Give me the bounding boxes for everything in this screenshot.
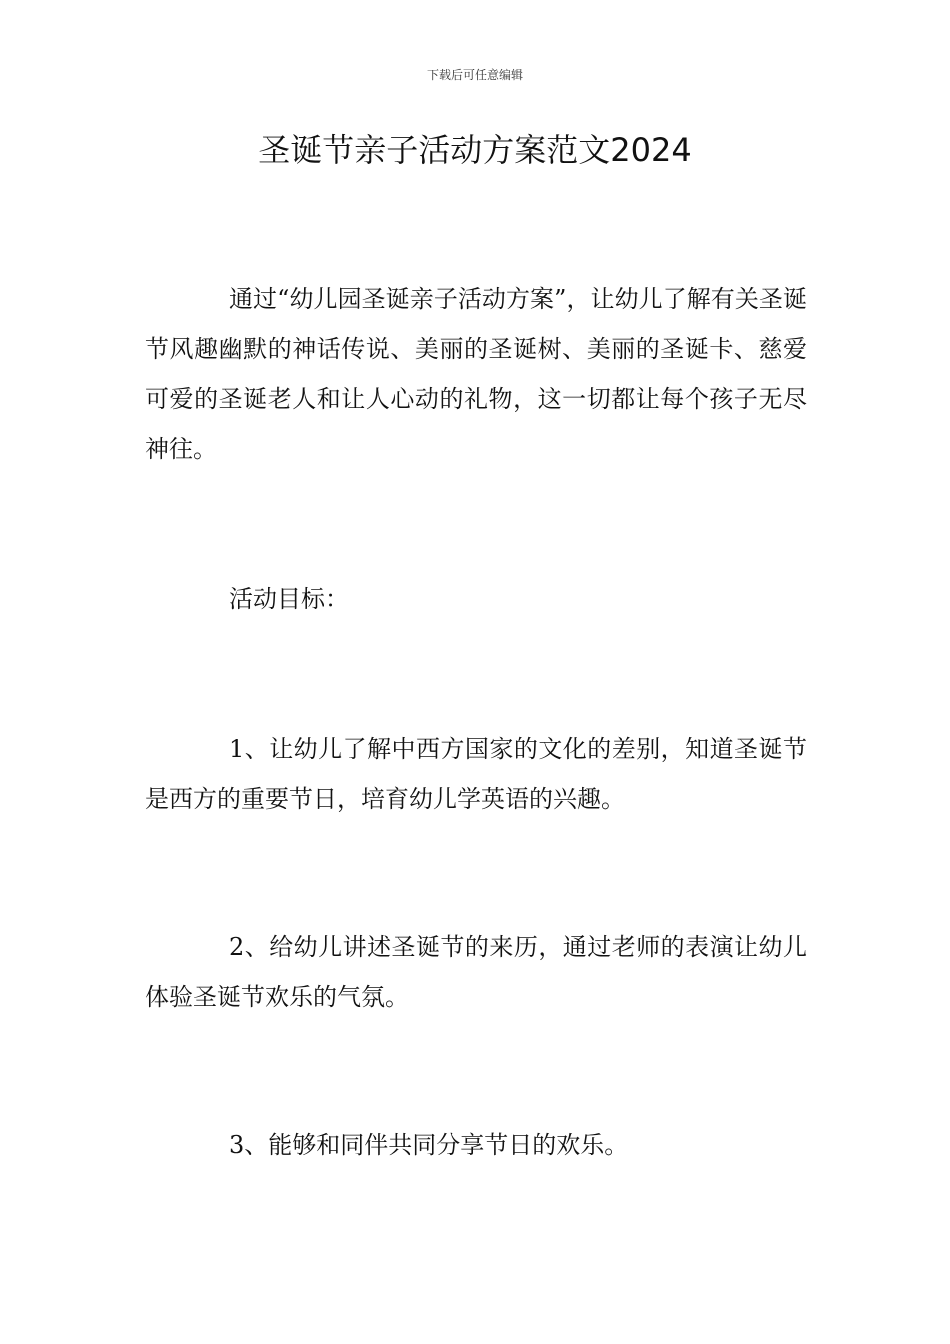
goal-item-3: 3、能够和同伴共同分享节日的欢乐。 bbox=[229, 1131, 629, 1159]
goals-heading: 活动目标： bbox=[229, 585, 349, 613]
intro-paragraph: 通过“幼儿园圣诞亲子活动方案”，让幼儿了解有关圣诞节风趣幽默的神话传说、美丽的圣诞树、美丽的圣诞卡、慈爱可爱的圣诞老人和让人心动的礼物，这一切都让每个孩子无尽神往。 bbox=[145, 285, 807, 463]
goal-item-1: 1、让幼儿了解中西方国家的文化的差别，知道圣诞节是西方的重要节日，培育幼儿学英语的兴趣。 bbox=[145, 735, 807, 813]
header-note: 下载后可任意编辑 bbox=[426, 68, 523, 82]
page-title: 圣诞节亲子活动方案范文2024 bbox=[258, 131, 692, 169]
goal-item-2: 2、给幼儿讲述圣诞节的来历，通过老师的表演让幼儿体验圣诞节欢乐的气氛。 bbox=[145, 933, 807, 1011]
